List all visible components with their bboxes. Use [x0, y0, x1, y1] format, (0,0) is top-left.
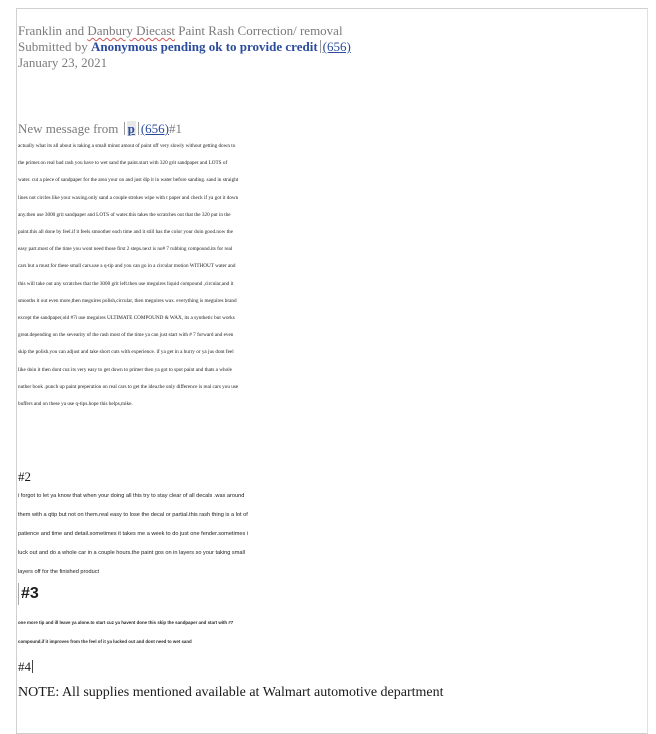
- body-line: luck out and do a whole car in a couple hours.the paint gos on in layers so your taking small: [18, 550, 245, 556]
- text-cursor: [32, 660, 33, 673]
- note-text: NOTE: All supplies mentioned available at Walmart automotive department: [18, 685, 444, 700]
- text-cursor-marker: [18, 583, 27, 605]
- document-page: [16, 8, 648, 734]
- message-body-1: [18, 138, 646, 413]
- body-line: nuther book .punch up paint preperation on real cars to get the idea.the only difference is real cars you use: [18, 383, 239, 390]
- body-line: patience and time and detail.sometimes it takes me a week to do just one fender.sometimes i: [18, 531, 249, 537]
- separator: [138, 122, 139, 135]
- message-number-2: #2: [18, 469, 31, 484]
- title-text-part: Danbury Diecast: [87, 23, 176, 38]
- body-line: easy part.most of the time you wont need those first 2 steps.next is no# 7 rubbing compound.its for real: [18, 246, 233, 253]
- body-line: paint.this all done by feel.if it feels smoother each time and it still has the color your doin good.now the: [18, 229, 233, 236]
- message-body-2: [18, 487, 646, 582]
- body-line: lines not circles like your waxing.only sand a couple strokes wipe with t paper and check if ya got it down: [18, 194, 239, 201]
- message-number-4-label: #4: [18, 659, 31, 674]
- new-message-count-link[interactable]: (656): [140, 121, 170, 136]
- submitted-by-label: Submitted by: [18, 39, 91, 54]
- document-title: [18, 23, 343, 39]
- body-line: smooths it out even more,then meguires polish,circular, then meguires wax. everything is meguires brand: [18, 297, 237, 304]
- new-message-user-link[interactable]: p: [127, 121, 135, 136]
- body-line: this will take out any scratches that the 3000 grit left.then use meguires liquid compound ,circular,and it: [18, 280, 234, 287]
- body-line: buffers and on these ya use q-tips.hope this helps,mike.: [18, 401, 133, 408]
- message-number-3-label: #3: [21, 585, 39, 602]
- submitted-by-user-link[interactable]: Anonymous pending ok to provide credit: [90, 39, 318, 54]
- body-line: cars but a must for these small cars.use a q-tip and you can go in a circular motion WITHOUT water and: [18, 263, 236, 270]
- separator: [124, 122, 125, 135]
- body-line: actually what its all about is taking a small minut amout of paint off very slowly without getting down to: [18, 143, 236, 149]
- body-line: any.then use 3000 grit sandpaper and LOTS of water.this takes the scratches out that the 320 put in the: [18, 211, 231, 218]
- message-body-3: [18, 613, 646, 651]
- message-number-3: [21, 585, 39, 603]
- post-date: January 23, 2021: [18, 55, 108, 70]
- body-line: skip the polish.you can adjust and take short cuts with experience. if ya get in a hurry or ya jus dont feel: [18, 349, 234, 356]
- title-text-part: Paint Rash Correction/ removal: [175, 23, 343, 38]
- separator: [320, 40, 321, 53]
- body-line: water. cut a piece of sandpaper for the area your on and just dip it in water before sanding. sand in straight: [18, 177, 239, 184]
- body-line: compound.if it improves from the feel of it ya lucked out and dont need to wet sand: [18, 639, 192, 644]
- message-number: #1: [169, 121, 183, 136]
- body-line: them with a qtip but not on them.real easy to lose the decal or partial.this rash thing is a lot of: [18, 512, 248, 518]
- body-line: one more tip and ill leave ya alone.to start cuz ya havent done this skip the sandpaper and start with #7: [18, 620, 234, 625]
- body-line: the primer.on real bad rash you have to wet sand the paint.start with 320 grit sandpaper and LOTS of: [18, 160, 228, 167]
- new-message-label: New message from: [18, 121, 122, 136]
- body-line: except the sandpaper,old #7i use meguires ULTIMATE COMPOUND & WAX, its a synthetic but works: [18, 315, 235, 322]
- body-line: layers off for the finished product: [18, 569, 100, 575]
- body-line: great.depending on the sevearity of the rash most of the time ya can just start with # 7 forward and even: [18, 332, 234, 339]
- submitted-by-line: [18, 39, 351, 55]
- new-message-line: [18, 121, 182, 137]
- body-line: like doin it then dont cuz its very easy to get down to primer then ya got to spot paint and thats a whole: [18, 366, 232, 373]
- submitted-by-count-link[interactable]: (656): [322, 39, 351, 54]
- title-text-part: Franklin and: [18, 23, 88, 38]
- message-number-4[interactable]: [18, 659, 34, 675]
- body-line: i forgot to let ya know that when your doing all this try to stay clear of all decals .wax around: [18, 493, 245, 499]
